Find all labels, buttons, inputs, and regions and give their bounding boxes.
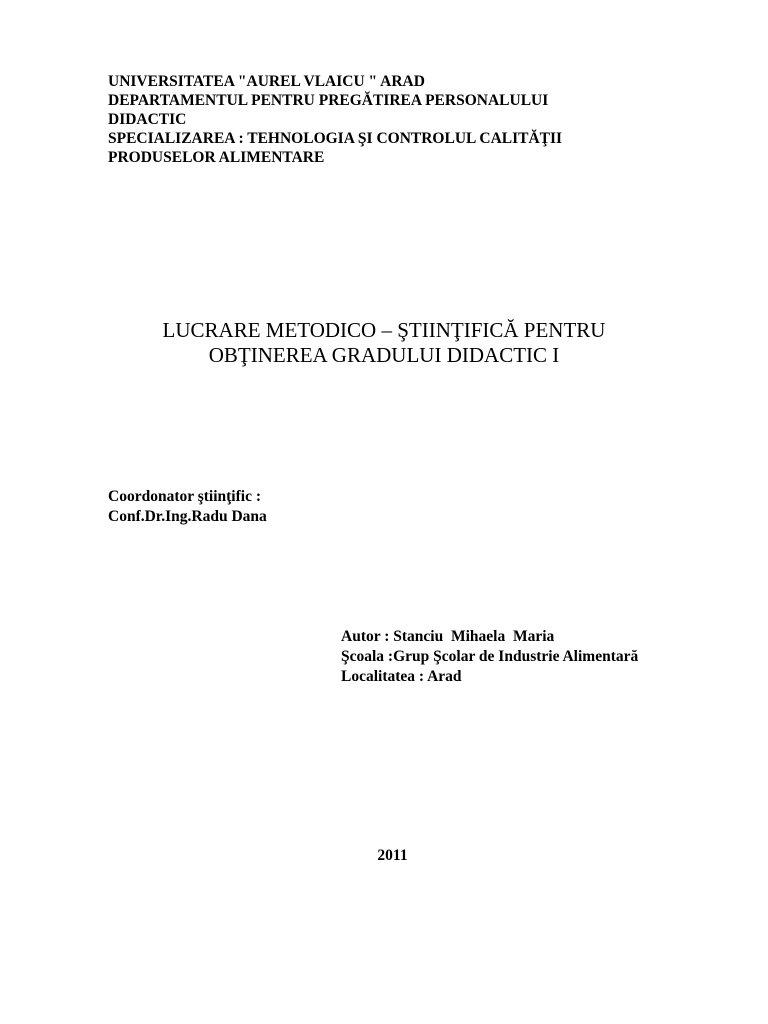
department-line: DEPARTAMENTUL PENTRU PREGĂTIREA PERSONALULUI: [108, 92, 549, 109]
locality-line: Localitatea : Arad: [341, 668, 462, 685]
coordinator-label: Coordonator ştiinţific :: [108, 488, 261, 505]
specialization-line: SPECIALIZAREA : TEHNOLOGIA ŞI CONTROLUL CALITĂŢII: [108, 130, 563, 147]
coordinator-name: Conf.Dr.Ing.Radu Dana: [108, 508, 267, 525]
institution-header: [108, 72, 668, 167]
year-text: 2011: [377, 847, 408, 864]
document-title: [84, 318, 684, 368]
author-line: Autor : Stanciu Mihaela Maria: [341, 628, 555, 645]
school-line: Şcoala :Grup Şcolar de Industrie Alimentară: [341, 648, 639, 665]
title-line-2: OBŢINEREA GRADULUI DIDACTIC I: [208, 343, 560, 367]
author-block: [341, 627, 638, 687]
title-line-1: LUCRARE METODICO – ŞTIINŢIFICĂ PENTRU: [162, 318, 606, 342]
department-line-continued: DIDACTIC: [108, 111, 187, 128]
university-line: UNIVERSITATEA "AUREL VLAICU " ARAD: [108, 73, 425, 90]
specialization-line-continued: PRODUSELOR ALIMENTARE: [108, 149, 325, 166]
year-block: [0, 846, 768, 866]
coordinator-block: [108, 487, 267, 527]
